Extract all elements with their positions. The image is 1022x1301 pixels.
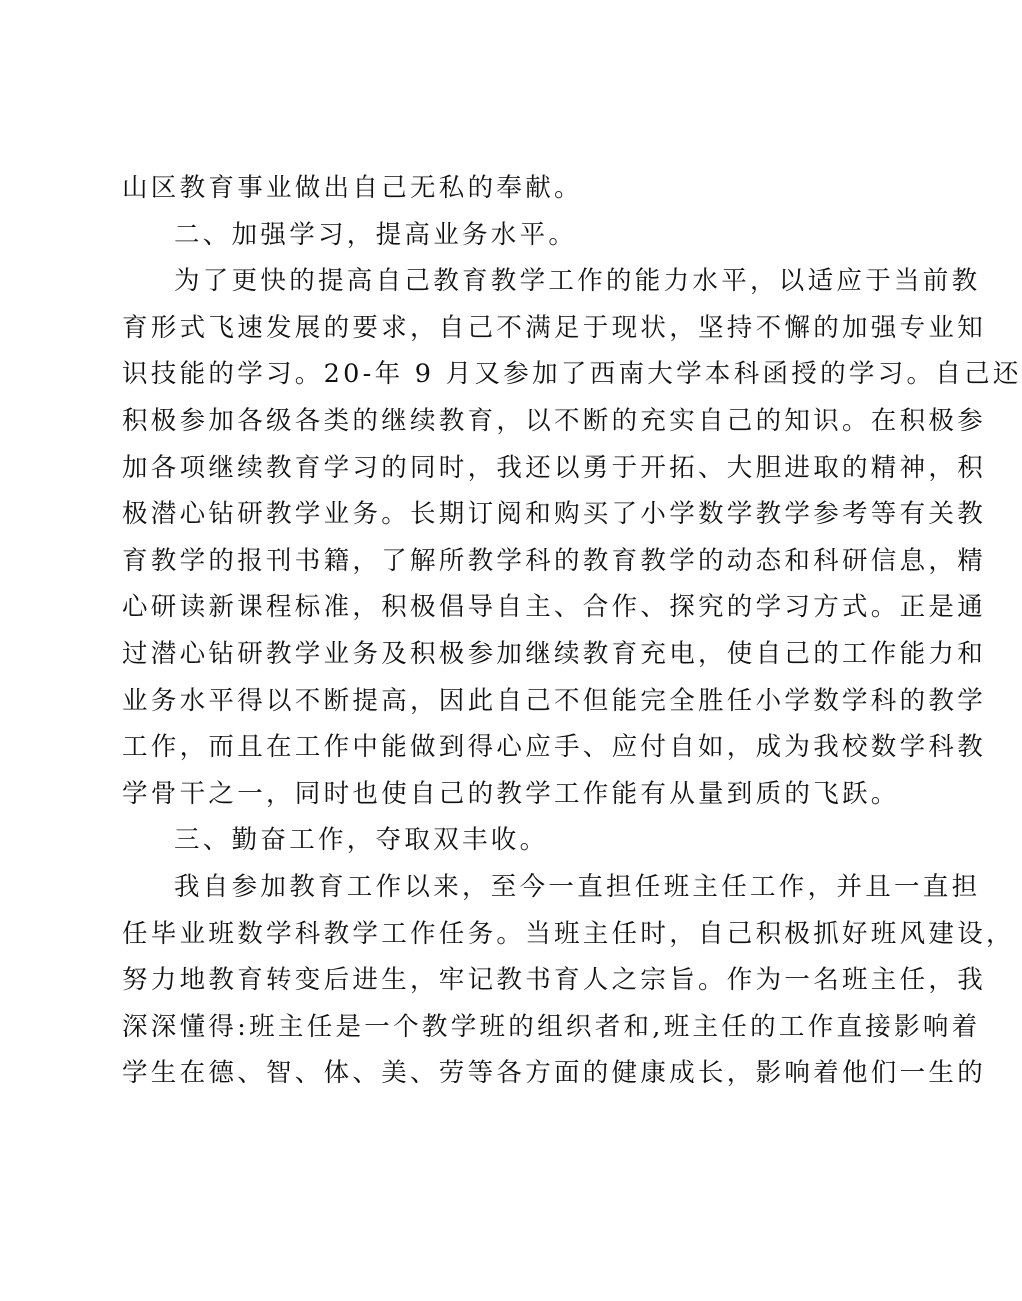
text-line-5: 识技能的学习。20-年 9 月又参加了西南大学本科函授的学习。自己还: [122, 359, 1022, 390]
text-line-6: 积极参加各级各类的继续教育，以不断的充实自己的知识。在积极参: [122, 405, 987, 436]
text-line-8: 极潜心钻研教学业务。长期订阅和购买了小学数学教学参考等有关教: [122, 499, 987, 530]
text-line-3: 为了更快的提高自己教育教学工作的能力水平，以适应于当前教: [174, 266, 981, 297]
text-line-18: 努力地教育转变后进生，牢记教书育人之宗旨。作为一名班主任，我: [122, 965, 987, 996]
text-line-16: 我自参加教育工作以来，至今一直担任班主任工作，并且一直担: [174, 871, 981, 902]
text-line-7: 加各项继续教育学习的同时，我还以勇于开拓、大胆进取的精神，积: [122, 452, 987, 483]
section-heading-3: 三、勤奋工作，夺取双丰收。: [174, 825, 549, 856]
section-heading-2: 二、加强学习，提高业务水平。: [174, 219, 578, 250]
text-line-9: 育教学的报刊书籍，了解所教学科的教育教学的动态和科研信息，精: [122, 545, 987, 576]
document-body: [122, 165, 1022, 1097]
text-line-4: 育形式飞速发展的要求，自己不满足于现状，坚持不懈的加强专业知: [122, 312, 987, 343]
text-line-13: 工作，而且在工作中能做到得心应手、应付自如，成为我校数学科教: [122, 732, 987, 763]
text-line-1: 山区教育事业做出自己无私的奉献。: [122, 173, 583, 203]
text-line-12: 业务水平得以不断提高，因此自己不但能完全胜任小学数学科的教学: [122, 685, 987, 716]
text-line-17: 任毕业班数学科教学工作任务。当班主任时，自己积极抓好班风建设，: [122, 918, 1015, 949]
text-line-10: 心研读新课程标准，积极倡导自主、合作、探究的学习方式。正是通: [122, 592, 987, 623]
text-line-20: 学生在德、智、体、美、劳等各方面的健康成长，影响着他们一生的: [122, 1058, 987, 1089]
text-line-14: 学骨干之一，同时也使自己的教学工作能有从量到质的飞跃。: [122, 778, 900, 809]
text-line-11: 过潜心钻研教学业务及积极参加继续教育充电，使自己的工作能力和: [122, 638, 987, 669]
text-line-19: 深深懂得:班主任是一个教学班的组织者和,班主任的工作直接影响着: [122, 1011, 981, 1042]
